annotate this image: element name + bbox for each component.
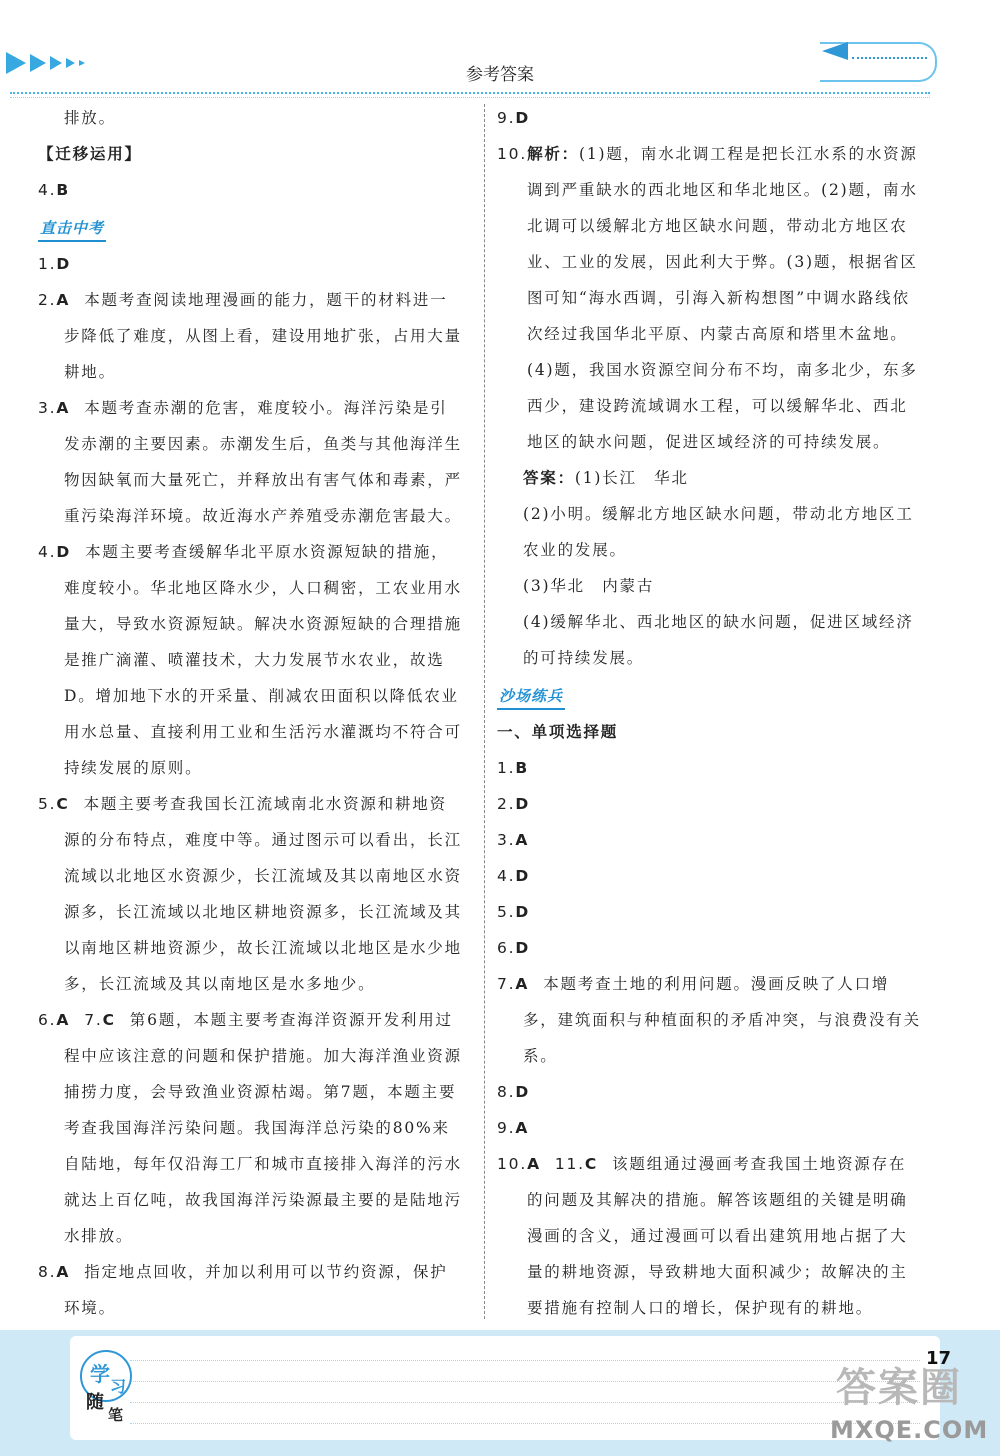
column-divider <box>484 104 485 1319</box>
answer-item: 7.A 本题考查土地的利用问题。漫画反映了人口增多，建筑面积与种植面积的矛盾冲突，与浪费没有关系。 <box>497 975 921 1065</box>
answer-item: 2.D <box>497 795 531 813</box>
notes-lines <box>130 1360 920 1444</box>
answer-item: 10.A 11.C 该题组通过漫画考查我国土地资源存在的问题及其解决的措施。解答该题组的关键是明确漫画的含义，通过漫画可以看出建筑用地占据了大量的耕地资源，导致耕地大面积减少；故解决的主要措施有控制人口的增长，保护现有的耕地。 <box>497 1155 908 1317</box>
arrow-left-icon <box>822 42 848 60</box>
answer-item: 8.D <box>497 1083 531 1101</box>
section-heading-single-choice: 一、单项选择题 <box>497 723 619 741</box>
page-header <box>0 0 1000 100</box>
answer-item: 1.B <box>497 759 530 777</box>
answer-item: 5.D <box>497 903 531 921</box>
answer-item: 10.解析：(1)题，南水北调工程是把长江水系的水资源调到严重缺水的西北地区和华北地区。(2)题，南水北调可以缓解北方地区缺水问题，带动北方地区农业、工业的发展，因此利大于弊。(3)题，根据省区图可知“海水西调，引海入新构想图”中调水路线依次经过我国华北平原、内蒙古高原和塔里木盆地。(4)题，我国水资源空间分布不均，南多北少，东多西少，建设跨流域调水工程，可以缓解华北、西北地区的缺水问题，促进区域经济的可持续发展。 <box>497 145 918 451</box>
answer-line: (3)华北 内蒙古 <box>523 577 655 595</box>
header-right-dots <box>852 57 927 59</box>
answer-item: 4.D 本题主要考查缓解华北平原水资源短缺的措施，难度较小。华北地区降水少，人口稠密，工农业用水量大，导致水资源短缺。解决水资源短缺的合理措施是推广滴灌、喷灌技术，大力发展节水农业，故选D。增加地下水的开采量、削减农田面积以降低农业用水总量、直接利用工业和生活污水灌溉均不符合可持续发展的原则。 <box>38 543 462 777</box>
answer-item: 8.A 指定地点回收，并加以利用可以节约资源，保护环境。 <box>38 1263 448 1317</box>
header-divider <box>10 92 930 94</box>
section-heading-transfer: 【迁移运用】 <box>38 145 142 163</box>
answer-item: 4.B <box>38 181 71 199</box>
section-tag-practice: 沙场练兵 <box>497 684 565 710</box>
answer-line: (2)小明。缓解北方地区缺水问题，带动北方地区工农业的发展。 <box>523 505 914 559</box>
answer-item: 6.D <box>497 939 531 957</box>
answer-item: 4.D <box>497 867 531 885</box>
answer-item: 9.A <box>497 1119 530 1137</box>
continued-text: 排放。 <box>64 109 116 127</box>
answer-line: 答案：(1)长江 华北 <box>523 469 689 487</box>
answer-item: 3.A 本题考查赤潮的危害，难度较小。海洋污染是引发赤潮的主要因素。赤潮发生后，鱼类与其他海洋生物因缺氧而大量死亡，并释放出有害气体和毒素，严重污染海洋环境。故近海水产养殖受赤潮危害最大。 <box>38 399 462 525</box>
page-number: 17 <box>926 1348 952 1369</box>
header-divider-2 <box>10 97 930 98</box>
answer-item: 2.A 本题考查阅读地理漫画的能力，题干的材料进一步降低了难度，从图上看，建设用地扩张，占用大量耕地。 <box>38 291 462 381</box>
section-tag-exam: 直击中考 <box>38 216 106 242</box>
right-column <box>497 100 922 1326</box>
page-title: 参考答案 <box>466 65 534 85</box>
answer-item: 9.D <box>497 109 531 127</box>
answer-item: 6.A 7.C 第6题，本题主要考查海洋资源开发利用过程中应该注意的问题和保护措施。加大海洋渔业资源捕捞力度，会导致渔业资源枯竭。第7题，本题主要考查我国海洋污染问题。我国海洋总污染的80%来自陆地，每年仅沿海工厂和城市直接排入海洋的污水就达上百亿吨，故我国海洋污染源最主要的是陆地污水排放。 <box>38 1011 462 1245</box>
study-notes-badge-icon: 学 习 随 笔 <box>62 1344 132 1444</box>
left-column <box>38 100 463 1326</box>
answer-item: 1.D <box>38 255 72 273</box>
answer-item: 5.C 本题主要考查我国长江流域南北水资源和耕地资源的分布特点，难度中等。通过图示可以看出，长江流域以北地区水资源少，长江流域及其以南地区水资源多，长江流域以北地区耕地资源多，长江流域及其以南地区耕地资源少，故长江流域以北地区是水少地多，长江流域及其以南地区是水多地少。 <box>38 795 462 993</box>
watermark-logo: 答案圈 MXQE.COM <box>830 1365 989 1444</box>
answer-line: (4)缓解华北、西北地区的缺水问题，促进区域经济的可持续发展。 <box>523 613 914 667</box>
answer-item: 3.A <box>497 831 530 849</box>
page-footer <box>0 1330 1000 1456</box>
